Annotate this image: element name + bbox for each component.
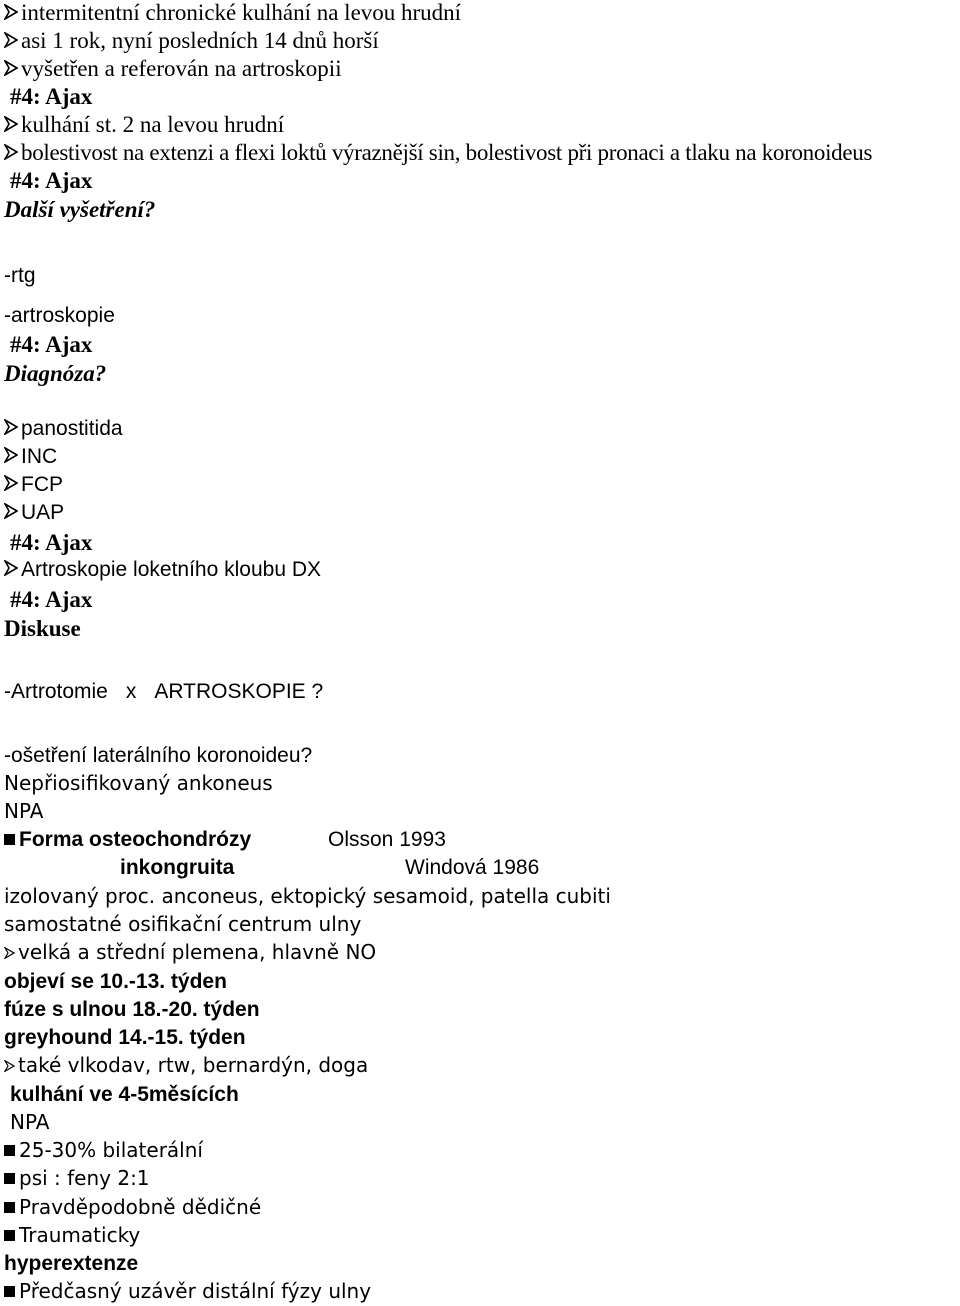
text-line: také vlkodav, rtw, bernardýn, doga (4, 1055, 368, 1075)
text-line: velká a střední plemena, hlavně NO (4, 942, 376, 962)
arrowhead-bullet-icon (4, 560, 19, 576)
arrowhead-bullet-icon (4, 503, 19, 519)
question-heading: Diagnóza? (4, 361, 107, 386)
arrowhead-bullet-icon (4, 116, 19, 132)
question-heading: Další vyšetření? (4, 197, 156, 222)
text-line: 25-30% bilaterální (4, 1140, 203, 1160)
text-line: bolestivost na extenzi a flexi loktů výraznější sin, bolestivost při pronaci a tlaku na koronoideus (4, 141, 872, 164)
text-line: panostitida (4, 418, 123, 439)
text-line: NPA (4, 799, 44, 823)
text-line: izolovaný proc. anconeus, ektopický sesamoid, patella cubiti (4, 884, 611, 908)
text-line: kulhání st. 2 na levou hrudní (4, 113, 284, 136)
text-line: asi 1 rok, nyní posledních 14 dnů horší (4, 29, 379, 52)
square-bullet-icon (4, 1145, 15, 1156)
text-line: Forma osteochondrózy Olsson 1993 (4, 829, 251, 850)
text-line: UAP (4, 502, 64, 523)
arrowhead-bullet-icon (4, 947, 16, 959)
text-line: FCP (4, 474, 63, 495)
text-line: fúze s ulnou 18.-20. týden (4, 998, 260, 1021)
arrowhead-bullet-icon (4, 4, 19, 20)
section-heading: #4: Ajax (10, 168, 93, 193)
arrowhead-bullet-icon (4, 419, 19, 435)
arrowhead-bullet-icon (4, 60, 19, 76)
square-bullet-icon (4, 1202, 15, 1213)
arrowhead-bullet-icon (4, 32, 19, 48)
text-line: vyšetřen a referován na artroskopii (4, 57, 342, 80)
arrowhead-bullet-icon (4, 475, 19, 491)
text-line: Předčasný uzávěr distální fýzy ulny (4, 1281, 371, 1301)
text-line: Nepřiosifikovaný ankoneus (4, 771, 273, 795)
section-heading: #4: Ajax (10, 587, 93, 612)
square-bullet-icon (4, 1286, 15, 1297)
arrowhead-bullet-icon (4, 144, 19, 160)
text-line: Traumaticky (4, 1225, 140, 1245)
text-line: inkongruita Windová 1986 (120, 856, 540, 879)
arrowhead-bullet-icon (4, 1060, 16, 1072)
text-line: -Artrotomie x ARTROSKOPIE ? (4, 680, 324, 703)
section-heading: Diskuse (4, 616, 81, 641)
text-line: intermitentní chronické kulhání na levou hrudní (4, 1, 461, 24)
text-line: -artroskopie (4, 304, 115, 327)
square-bullet-icon (4, 834, 15, 845)
text-line: INC (4, 446, 57, 467)
section-heading: #4: Ajax (10, 84, 93, 109)
text-line: -ošetření laterálního koronoideu? (4, 744, 313, 767)
section-heading: #4: Ajax (10, 530, 93, 555)
arrowhead-bullet-icon (4, 447, 19, 463)
text-line: hyperextenze (4, 1252, 139, 1275)
text-line: Artroskopie loketního kloubu DX (4, 559, 321, 580)
text-line: kulhání ve 4-5měsících (10, 1083, 239, 1106)
text-line: -rtg (4, 264, 36, 287)
section-heading: #4: Ajax (10, 332, 93, 357)
square-bullet-icon (4, 1173, 15, 1184)
text-line: greyhound 14.-15. týden (4, 1026, 246, 1049)
square-bullet-icon (4, 1230, 15, 1241)
text-line: Pravděpodobně dědičné (4, 1197, 261, 1217)
text-line: NPA (10, 1110, 50, 1134)
text-line: objeví se 10.-13. týden (4, 970, 227, 993)
text-line: samostatné osifikační centrum ulny (4, 912, 362, 936)
text-line: psi : feny 2:1 (4, 1168, 150, 1188)
